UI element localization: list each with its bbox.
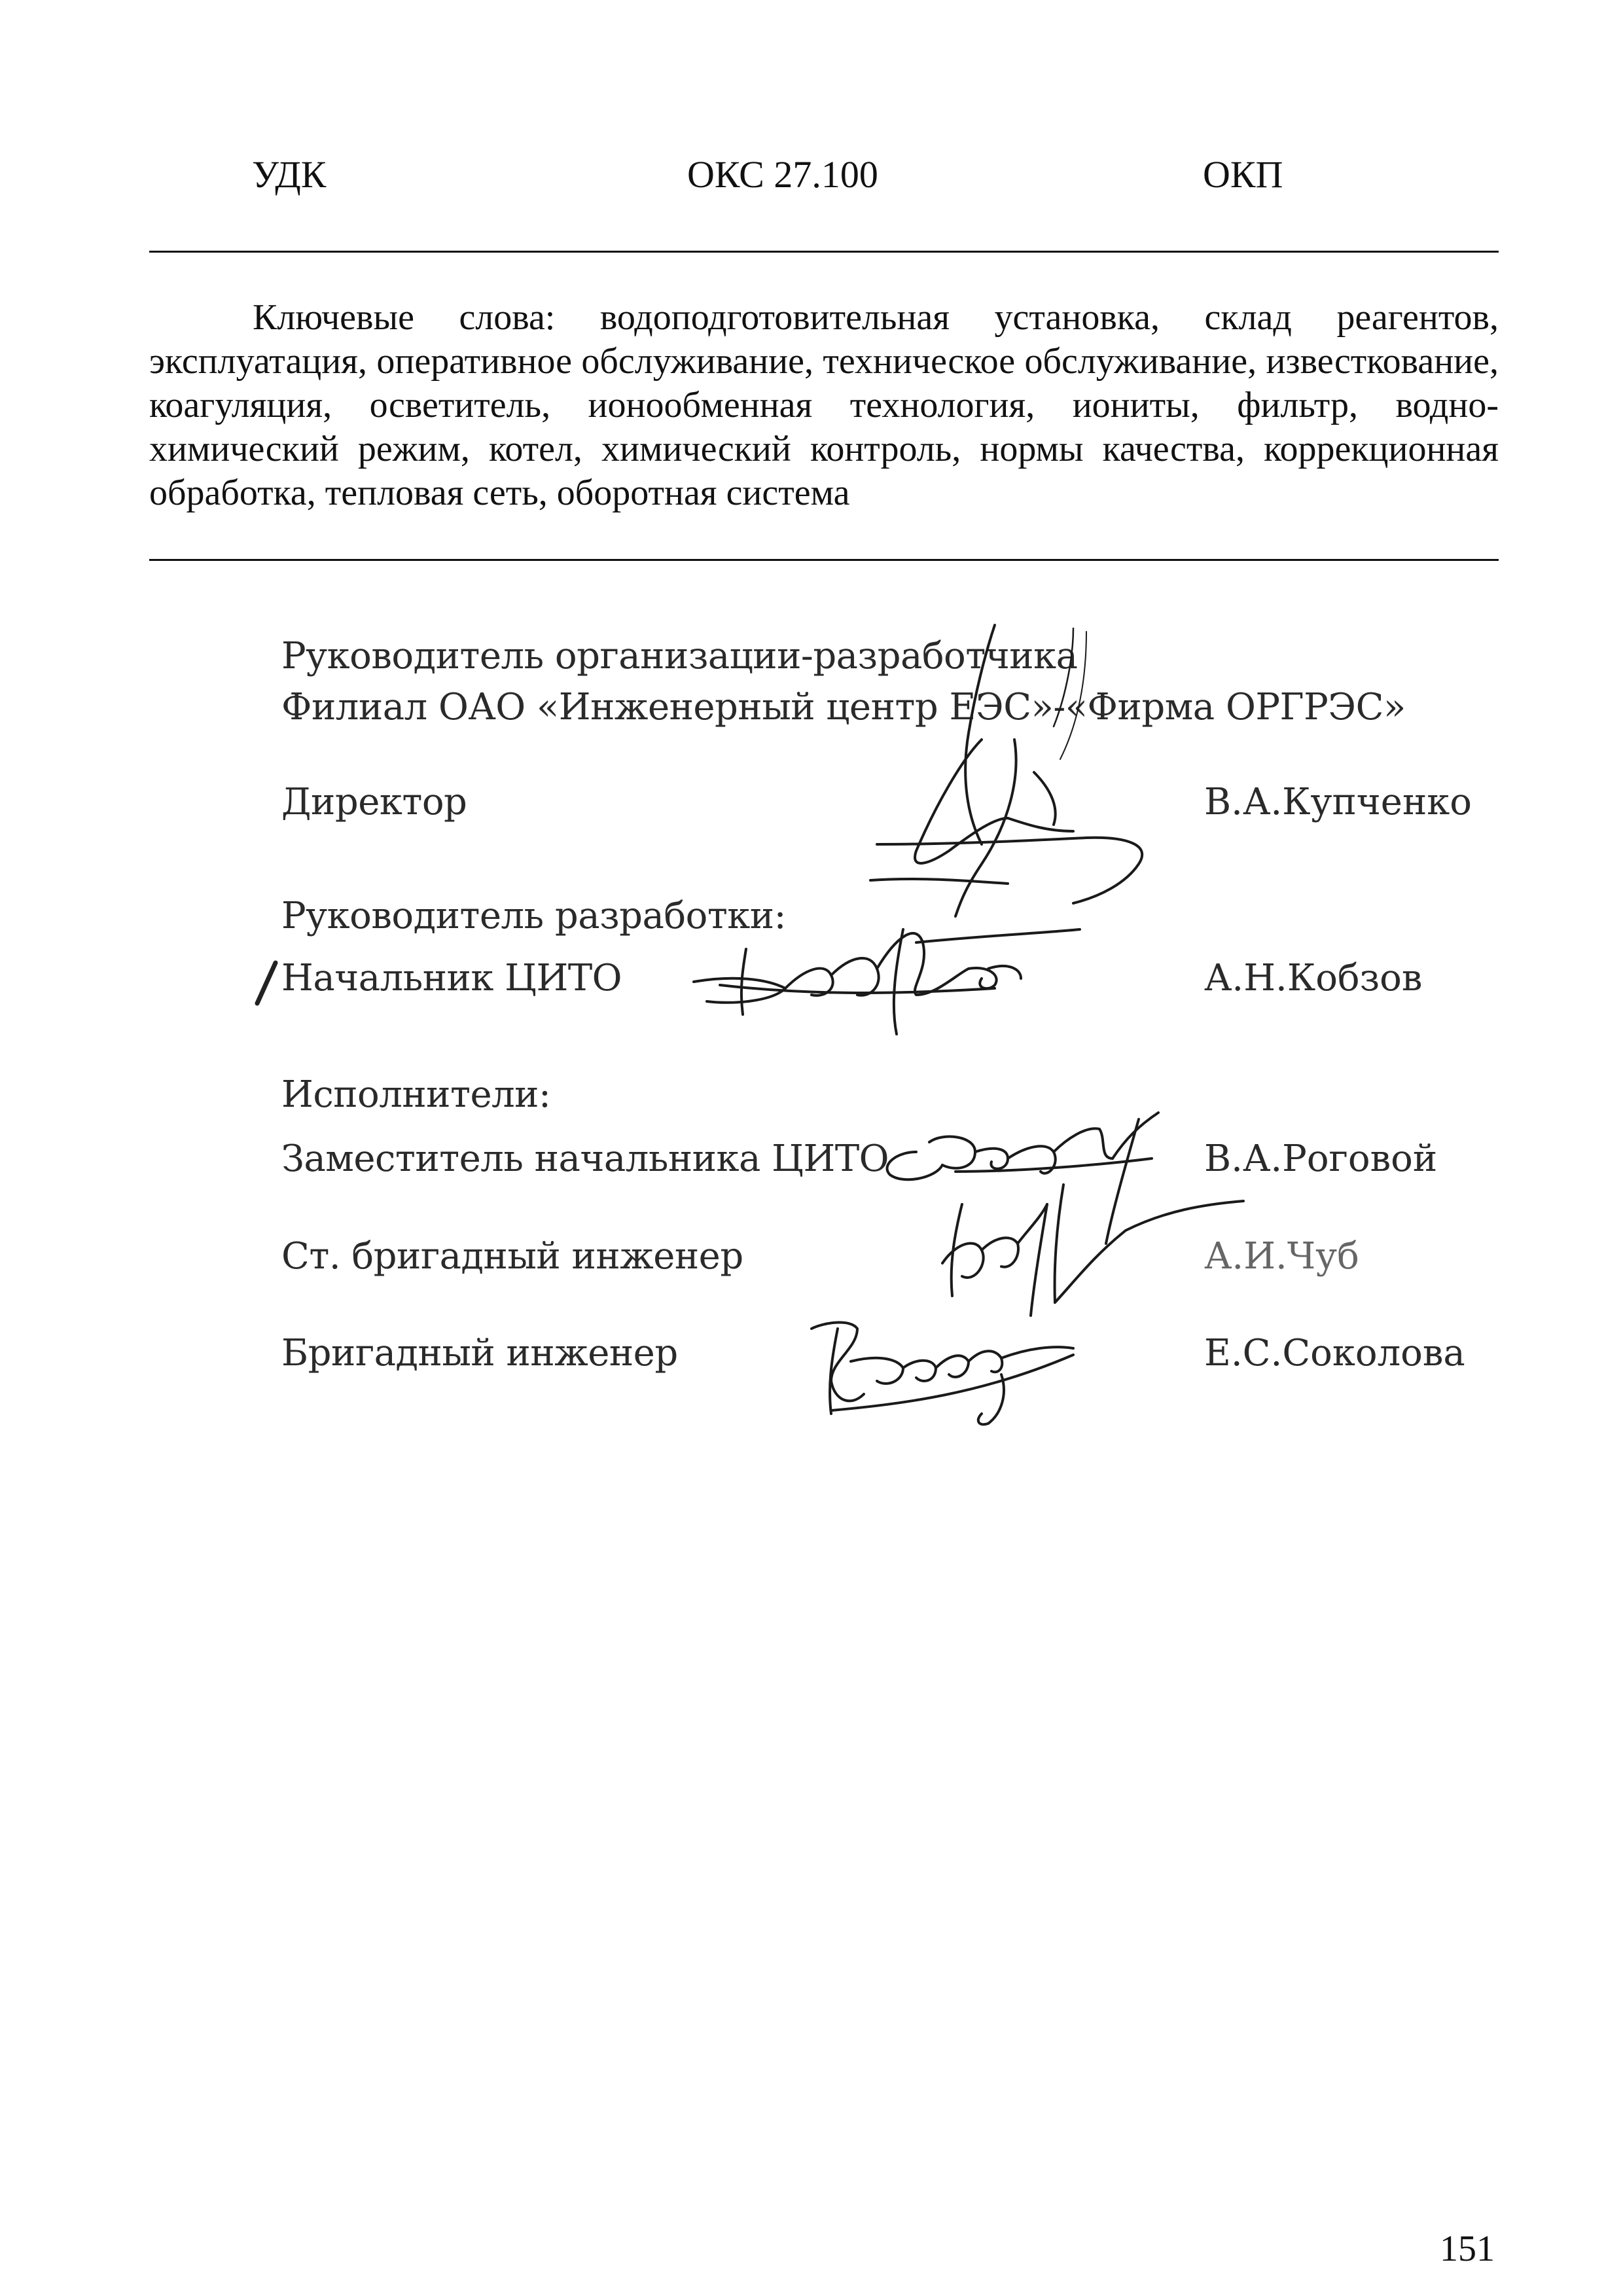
development-head-signature	[694, 929, 1080, 1034]
executor-1-signature	[887, 1113, 1158, 1244]
okp-label: ОКП	[1203, 153, 1283, 196]
developer-org-heading: Руководитель организации-разработчика	[281, 635, 1078, 677]
development-head-heading: Руководитель разработки:	[281, 895, 786, 937]
oks-code: ОКС 27.100	[687, 153, 878, 196]
executors-heading: Исполнители:	[281, 1073, 551, 1116]
page-number: 151	[1440, 2229, 1495, 2269]
development-head-role: Начальник ЦИТО	[281, 957, 622, 999]
executor-role: Бригадный инженер	[281, 1332, 678, 1374]
keywords-paragraph: Ключевые слова: водоподготовительная установка, склад реагентов, эксплуатация, оперативное обслуживание, техническое обслуживание, известкование, коагуляция, осветитель, ионообменная технология, иониты, фильтр, водно-химический режим, котел, химический контроль, нормы качества, коррекционная обработка, тепловая сеть, оборотная система	[149, 297, 1499, 513]
director-name: В.А.Купченко	[1204, 781, 1472, 823]
udk-label: УДК	[252, 153, 327, 196]
executor-role: Заместитель начальника ЦИТО	[281, 1138, 889, 1180]
executor-2-signature	[942, 1185, 1243, 1316]
executor-3-signature	[812, 1323, 1073, 1425]
executor-name: Е.С.Соколова	[1204, 1332, 1465, 1374]
top-divider	[149, 251, 1499, 253]
developer-org-name: Филиал ОАО «Инженерный центр ЕЭС»-«Фирма ОРГРЭС»	[281, 686, 1406, 728]
check-mark	[252, 960, 278, 1006]
executor-name: В.А.Роговой	[1204, 1138, 1438, 1180]
executor-name: А.И.Чуб	[1204, 1235, 1359, 1278]
development-head-name: А.Н.Кобзов	[1204, 957, 1423, 999]
director-role: Директор	[281, 781, 467, 823]
bottom-divider	[149, 559, 1499, 561]
executor-role: Ст. бригадный инженер	[281, 1235, 743, 1278]
